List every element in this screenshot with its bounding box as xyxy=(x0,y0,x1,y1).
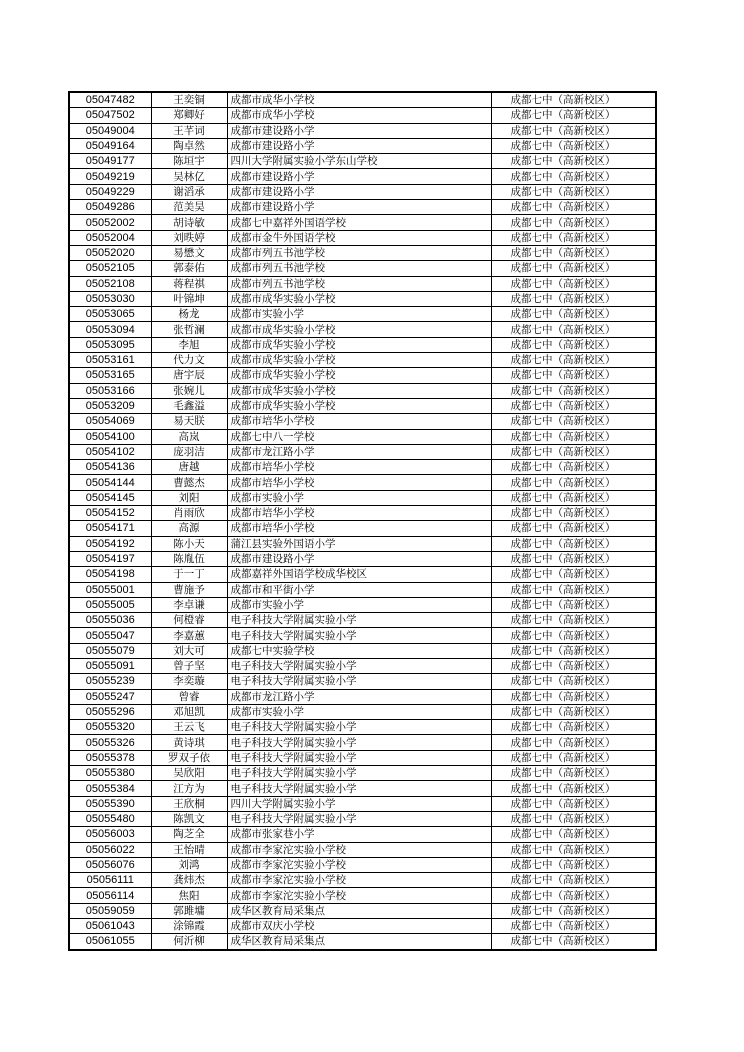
table-row xyxy=(69,720,656,735)
table-row xyxy=(69,658,656,673)
primary-school-cell: 成都市成华小学校 xyxy=(227,92,491,108)
student-id-cell: 05054152 xyxy=(69,506,151,521)
table-row xyxy=(69,827,656,842)
primary-school-cell: 成都市列五书池学校 xyxy=(227,261,491,276)
table-row xyxy=(69,643,656,658)
table-row xyxy=(69,184,656,199)
admitted-school-cell: 成都七中（高新校区） xyxy=(491,689,656,704)
table-row xyxy=(69,337,656,352)
table-row xyxy=(69,429,656,444)
primary-school-cell: 成都市建设路小学 xyxy=(227,184,491,199)
table-row xyxy=(69,796,656,811)
student-name-cell: 张婉儿 xyxy=(151,383,227,398)
student-name-cell: 王云飞 xyxy=(151,720,227,735)
primary-school-cell: 电子科技大学附属实验小学 xyxy=(227,658,491,673)
student-name-cell: 曾睿 xyxy=(151,689,227,704)
student-id-cell: 05055380 xyxy=(69,766,151,781)
primary-school-cell: 成都市列五书池学校 xyxy=(227,245,491,260)
primary-school-cell: 成都市成华实验小学校 xyxy=(227,337,491,352)
student-name-cell: 刘昳婷 xyxy=(151,230,227,245)
admitted-school-cell: 成都七中（高新校区） xyxy=(491,261,656,276)
student-name-cell: 陈垣宇 xyxy=(151,154,227,169)
student-id-cell: 05054192 xyxy=(69,536,151,551)
primary-school-cell: 成都市培华小学校 xyxy=(227,506,491,521)
primary-school-cell: 四川大学附属实验小学 xyxy=(227,796,491,811)
student-id-cell: 05053065 xyxy=(69,307,151,322)
admitted-school-cell: 成都七中（高新校区） xyxy=(491,613,656,628)
student-id-cell: 05052004 xyxy=(69,230,151,245)
admitted-school-cell: 成都七中（高新校区） xyxy=(491,567,656,582)
table-row xyxy=(69,475,656,490)
table-row xyxy=(69,92,656,108)
student-id-cell: 05055320 xyxy=(69,720,151,735)
primary-school-cell: 成华区教育局采集点 xyxy=(227,934,491,950)
student-name-cell: 曾子坚 xyxy=(151,658,227,673)
table-row xyxy=(69,674,656,689)
table-row xyxy=(69,138,656,153)
student-id-cell: 05049164 xyxy=(69,138,151,153)
primary-school-cell: 电子科技大学附属实验小学 xyxy=(227,628,491,643)
student-name-cell: 刘鸿 xyxy=(151,857,227,872)
table-row xyxy=(69,245,656,260)
table-row xyxy=(69,873,656,888)
student-id-cell: 05055384 xyxy=(69,781,151,796)
student-name-cell: 庞羽洁 xyxy=(151,444,227,459)
primary-school-cell: 成华区教育局采集点 xyxy=(227,903,491,918)
admitted-school-cell: 成都七中（高新校区） xyxy=(491,291,656,306)
student-id-cell: 05055480 xyxy=(69,811,151,826)
primary-school-cell: 成都市培华小学校 xyxy=(227,460,491,475)
admitted-school-cell: 成都七中（高新校区） xyxy=(491,766,656,781)
student-name-cell: 何沂柳 xyxy=(151,934,227,950)
table-row xyxy=(69,857,656,872)
admitted-school-cell: 成都七中（高新校区） xyxy=(491,184,656,199)
primary-school-cell: 成都市建设路小学 xyxy=(227,551,491,566)
student-name-cell: 王奕铜 xyxy=(151,92,227,108)
primary-school-cell: 成都七中实验学校 xyxy=(227,643,491,658)
admitted-school-cell: 成都七中（高新校区） xyxy=(491,138,656,153)
primary-school-cell: 电子科技大学附属实验小学 xyxy=(227,781,491,796)
table-row xyxy=(69,582,656,597)
student-id-cell: 05047482 xyxy=(69,92,151,108)
table-row xyxy=(69,444,656,459)
student-id-cell: 05055296 xyxy=(69,704,151,719)
student-name-cell: 代力文 xyxy=(151,353,227,368)
primary-school-cell: 电子科技大学附属实验小学 xyxy=(227,613,491,628)
primary-school-cell: 电子科技大学附属实验小学 xyxy=(227,674,491,689)
student-id-cell: 05061043 xyxy=(69,919,151,934)
student-id-cell: 05049229 xyxy=(69,184,151,199)
student-id-cell: 05056111 xyxy=(69,873,151,888)
student-name-cell: 肖雨欣 xyxy=(151,506,227,521)
table-row xyxy=(69,567,656,582)
admitted-school-cell: 成都七中（高新校区） xyxy=(491,383,656,398)
table-row xyxy=(69,108,656,123)
table-row xyxy=(69,888,656,903)
student-name-cell: 江方为 xyxy=(151,781,227,796)
primary-school-cell: 成都市成华实验小学校 xyxy=(227,322,491,337)
student-name-cell: 高源 xyxy=(151,521,227,536)
student-id-cell: 05053209 xyxy=(69,398,151,413)
table-row xyxy=(69,169,656,184)
admitted-school-cell: 成都七中（高新校区） xyxy=(491,368,656,383)
admitted-school-cell: 成都七中（高新校区） xyxy=(491,796,656,811)
primary-school-cell: 成都市实验小学 xyxy=(227,307,491,322)
student-name-cell: 于一丁 xyxy=(151,567,227,582)
primary-school-cell: 成都嘉祥外国语学校成华校区 xyxy=(227,567,491,582)
primary-school-cell: 成都市龙江路小学 xyxy=(227,689,491,704)
table-row xyxy=(69,750,656,765)
admitted-school-cell: 成都七中（高新校区） xyxy=(491,888,656,903)
student-id-cell: 05054198 xyxy=(69,567,151,582)
primary-school-cell: 成都七中嘉祥外国语学校 xyxy=(227,215,491,230)
admitted-school-cell: 成都七中（高新校区） xyxy=(491,460,656,475)
primary-school-cell: 成都市培华小学校 xyxy=(227,475,491,490)
table-row xyxy=(69,842,656,857)
table-row xyxy=(69,154,656,169)
table-row xyxy=(69,551,656,566)
student-id-cell: 05053030 xyxy=(69,291,151,306)
table-row xyxy=(69,934,656,950)
primary-school-cell: 电子科技大学附属实验小学 xyxy=(227,720,491,735)
admitted-school-cell: 成都七中（高新校区） xyxy=(491,551,656,566)
primary-school-cell: 成都市成华实验小学校 xyxy=(227,398,491,413)
primary-school-cell: 电子科技大学附属实验小学 xyxy=(227,735,491,750)
admitted-school-cell: 成都七中（高新校区） xyxy=(491,628,656,643)
admitted-school-cell: 成都七中（高新校区） xyxy=(491,398,656,413)
primary-school-cell: 成都市李家沱实验小学校 xyxy=(227,888,491,903)
student-id-cell: 05054144 xyxy=(69,475,151,490)
table-row xyxy=(69,811,656,826)
student-name-cell: 郑卿好 xyxy=(151,108,227,123)
primary-school-cell: 电子科技大学附属实验小学 xyxy=(227,766,491,781)
admission-table-container xyxy=(68,91,655,951)
primary-school-cell: 成都市龙江路小学 xyxy=(227,444,491,459)
student-name-cell: 易天朕 xyxy=(151,414,227,429)
primary-school-cell: 成都市成华实验小学校 xyxy=(227,353,491,368)
table-row xyxy=(69,123,656,138)
primary-school-cell: 成都市金牛外国语学校 xyxy=(227,230,491,245)
primary-school-cell: 成都市和平街小学 xyxy=(227,582,491,597)
admitted-school-cell: 成都七中（高新校区） xyxy=(491,597,656,612)
primary-school-cell: 四川大学附属实验小学东山学校 xyxy=(227,154,491,169)
student-name-cell: 郭泰佑 xyxy=(151,261,227,276)
student-id-cell: 05047502 xyxy=(69,108,151,123)
table-row xyxy=(69,215,656,230)
admitted-school-cell: 成都七中（高新校区） xyxy=(491,123,656,138)
student-name-cell: 王怡晴 xyxy=(151,842,227,857)
table-row xyxy=(69,200,656,215)
primary-school-cell: 成都市实验小学 xyxy=(227,490,491,505)
student-id-cell: 05049004 xyxy=(69,123,151,138)
student-id-cell: 05049177 xyxy=(69,154,151,169)
student-name-cell: 曹懿杰 xyxy=(151,475,227,490)
student-name-cell: 焦阳 xyxy=(151,888,227,903)
student-name-cell: 蒋程祺 xyxy=(151,276,227,291)
admitted-school-cell: 成都七中（高新校区） xyxy=(491,215,656,230)
primary-school-cell: 成都市建设路小学 xyxy=(227,123,491,138)
primary-school-cell: 成都市实验小学 xyxy=(227,704,491,719)
student-name-cell: 王欣桐 xyxy=(151,796,227,811)
primary-school-cell: 成都市成华小学校 xyxy=(227,108,491,123)
admitted-school-cell: 成都七中（高新校区） xyxy=(491,582,656,597)
table-row xyxy=(69,704,656,719)
table-row xyxy=(69,414,656,429)
admitted-school-cell: 成都七中（高新校区） xyxy=(491,444,656,459)
student-id-cell: 05054171 xyxy=(69,521,151,536)
primary-school-cell: 成都市成华实验小学校 xyxy=(227,291,491,306)
student-name-cell: 李卓谦 xyxy=(151,597,227,612)
admitted-school-cell: 成都七中（高新校区） xyxy=(491,230,656,245)
student-id-cell: 05055326 xyxy=(69,735,151,750)
admitted-school-cell: 成都七中（高新校区） xyxy=(491,827,656,842)
admitted-school-cell: 成都七中（高新校区） xyxy=(491,903,656,918)
student-id-cell: 05049286 xyxy=(69,200,151,215)
admitted-school-cell: 成都七中（高新校区） xyxy=(491,704,656,719)
table-row xyxy=(69,291,656,306)
student-name-cell: 范美昊 xyxy=(151,200,227,215)
student-id-cell: 05053095 xyxy=(69,337,151,352)
student-name-cell: 陶卓然 xyxy=(151,138,227,153)
student-id-cell: 05055005 xyxy=(69,597,151,612)
admitted-school-cell: 成都七中（高新校区） xyxy=(491,873,656,888)
table-row xyxy=(69,383,656,398)
primary-school-cell: 成都市成华实验小学校 xyxy=(227,383,491,398)
primary-school-cell: 成都市李家沱实验小学校 xyxy=(227,857,491,872)
student-id-cell: 05054197 xyxy=(69,551,151,566)
primary-school-cell: 成都七中八一学校 xyxy=(227,429,491,444)
student-name-cell: 黄诗琪 xyxy=(151,735,227,750)
table-row xyxy=(69,398,656,413)
admitted-school-cell: 成都七中（高新校区） xyxy=(491,842,656,857)
table-row xyxy=(69,903,656,918)
student-id-cell: 05052105 xyxy=(69,261,151,276)
table-row xyxy=(69,307,656,322)
primary-school-cell: 成都市成华实验小学校 xyxy=(227,368,491,383)
student-id-cell: 05055001 xyxy=(69,582,151,597)
admitted-school-cell: 成都七中（高新校区） xyxy=(491,857,656,872)
student-name-cell: 唐宇辰 xyxy=(151,368,227,383)
admitted-school-cell: 成都七中（高新校区） xyxy=(491,276,656,291)
student-id-cell: 05053165 xyxy=(69,368,151,383)
student-id-cell: 05056114 xyxy=(69,888,151,903)
admitted-school-cell: 成都七中（高新校区） xyxy=(491,720,656,735)
table-row xyxy=(69,735,656,750)
student-name-cell: 谢滔承 xyxy=(151,184,227,199)
student-id-cell: 05054069 xyxy=(69,414,151,429)
student-name-cell: 杨龙 xyxy=(151,307,227,322)
admitted-school-cell: 成都七中（高新校区） xyxy=(491,475,656,490)
student-id-cell: 05056003 xyxy=(69,827,151,842)
student-name-cell: 王芊词 xyxy=(151,123,227,138)
student-id-cell: 05052020 xyxy=(69,245,151,260)
admitted-school-cell: 成都七中（高新校区） xyxy=(491,781,656,796)
primary-school-cell: 成都市列五书池学校 xyxy=(227,276,491,291)
student-id-cell: 05052002 xyxy=(69,215,151,230)
student-id-cell: 05053094 xyxy=(69,322,151,337)
student-id-cell: 05059059 xyxy=(69,903,151,918)
student-id-cell: 05056022 xyxy=(69,842,151,857)
student-name-cell: 曹施予 xyxy=(151,582,227,597)
student-name-cell: 刘阳 xyxy=(151,490,227,505)
admitted-school-cell: 成都七中（高新校区） xyxy=(491,521,656,536)
primary-school-cell: 成都市李家沱实验小学校 xyxy=(227,873,491,888)
admitted-school-cell: 成都七中（高新校区） xyxy=(491,490,656,505)
primary-school-cell: 成都市李家沱实验小学校 xyxy=(227,842,491,857)
admitted-school-cell: 成都七中（高新校区） xyxy=(491,353,656,368)
student-name-cell: 毛鑫溢 xyxy=(151,398,227,413)
admitted-school-cell: 成都七中（高新校区） xyxy=(491,108,656,123)
student-id-cell: 05052108 xyxy=(69,276,151,291)
student-name-cell: 胡诗敏 xyxy=(151,215,227,230)
student-id-cell: 05053166 xyxy=(69,383,151,398)
admitted-school-cell: 成都七中（高新校区） xyxy=(491,934,656,950)
table-row xyxy=(69,230,656,245)
student-id-cell: 05055239 xyxy=(69,674,151,689)
student-id-cell: 05055390 xyxy=(69,796,151,811)
admitted-school-cell: 成都七中（高新校区） xyxy=(491,307,656,322)
admitted-school-cell: 成都七中（高新校区） xyxy=(491,674,656,689)
student-name-cell: 陈凯文 xyxy=(151,811,227,826)
student-name-cell: 陈胤伍 xyxy=(151,551,227,566)
admitted-school-cell: 成都七中（高新校区） xyxy=(491,429,656,444)
table-body xyxy=(69,92,656,950)
admitted-school-cell: 成都七中（高新校区） xyxy=(491,322,656,337)
student-id-cell: 05056076 xyxy=(69,857,151,872)
primary-school-cell: 成都市实验小学 xyxy=(227,597,491,612)
table-row xyxy=(69,613,656,628)
student-name-cell: 罗双子依 xyxy=(151,750,227,765)
student-id-cell: 05055378 xyxy=(69,750,151,765)
admitted-school-cell: 成都七中（高新校区） xyxy=(491,92,656,108)
table-row xyxy=(69,506,656,521)
admitted-school-cell: 成都七中（高新校区） xyxy=(491,245,656,260)
student-id-cell: 05055247 xyxy=(69,689,151,704)
primary-school-cell: 成都市培华小学校 xyxy=(227,414,491,429)
primary-school-cell: 成都市双庆小学校 xyxy=(227,919,491,934)
table-row xyxy=(69,276,656,291)
student-name-cell: 何橙睿 xyxy=(151,613,227,628)
table-row xyxy=(69,628,656,643)
student-name-cell: 唐越 xyxy=(151,460,227,475)
admitted-school-cell: 成都七中（高新校区） xyxy=(491,337,656,352)
student-id-cell: 05055091 xyxy=(69,658,151,673)
student-id-cell: 05055079 xyxy=(69,643,151,658)
table-row xyxy=(69,781,656,796)
student-name-cell: 叶锦坤 xyxy=(151,291,227,306)
student-id-cell: 05055047 xyxy=(69,628,151,643)
student-name-cell: 龚炜杰 xyxy=(151,873,227,888)
admitted-school-cell: 成都七中（高新校区） xyxy=(491,658,656,673)
student-name-cell: 李旭 xyxy=(151,337,227,352)
table-row xyxy=(69,490,656,505)
admitted-school-cell: 成都七中（高新校区） xyxy=(491,750,656,765)
student-id-cell: 05061055 xyxy=(69,934,151,950)
primary-school-cell: 电子科技大学附属实验小学 xyxy=(227,750,491,765)
admitted-school-cell: 成都七中（高新校区） xyxy=(491,811,656,826)
student-id-cell: 05055036 xyxy=(69,613,151,628)
admitted-school-cell: 成都七中（高新校区） xyxy=(491,536,656,551)
student-name-cell: 邓旭凯 xyxy=(151,704,227,719)
student-id-cell: 05054145 xyxy=(69,490,151,505)
admitted-school-cell: 成都七中（高新校区） xyxy=(491,200,656,215)
table-row xyxy=(69,919,656,934)
table-row xyxy=(69,597,656,612)
table-row xyxy=(69,322,656,337)
primary-school-cell: 成都市培华小学校 xyxy=(227,521,491,536)
table-row xyxy=(69,353,656,368)
admitted-school-cell: 成都七中（高新校区） xyxy=(491,643,656,658)
student-id-cell: 05054136 xyxy=(69,460,151,475)
student-id-cell: 05054100 xyxy=(69,429,151,444)
table-row xyxy=(69,766,656,781)
student-name-cell: 吴林亿 xyxy=(151,169,227,184)
student-name-cell: 涂锦霞 xyxy=(151,919,227,934)
admitted-school-cell: 成都七中（高新校区） xyxy=(491,735,656,750)
student-name-cell: 张哲澜 xyxy=(151,322,227,337)
table-row xyxy=(69,368,656,383)
student-name-cell: 李嘉蕙 xyxy=(151,628,227,643)
primary-school-cell: 蒲江县实验外国语小学 xyxy=(227,536,491,551)
admitted-school-cell: 成都七中（高新校区） xyxy=(491,506,656,521)
admitted-school-cell: 成都七中（高新校区） xyxy=(491,919,656,934)
primary-school-cell: 电子科技大学附属实验小学 xyxy=(227,811,491,826)
student-name-cell: 陈小天 xyxy=(151,536,227,551)
student-name-cell: 高岚 xyxy=(151,429,227,444)
student-name-cell: 刘大可 xyxy=(151,643,227,658)
student-name-cell: 郭雎墉 xyxy=(151,903,227,918)
primary-school-cell: 成都市建设路小学 xyxy=(227,138,491,153)
primary-school-cell: 成都市张家巷小学 xyxy=(227,827,491,842)
table-row xyxy=(69,521,656,536)
student-name-cell: 易懋文 xyxy=(151,245,227,260)
admitted-school-cell: 成都七中（高新校区） xyxy=(491,414,656,429)
student-name-cell: 陶芝全 xyxy=(151,827,227,842)
admission-table xyxy=(68,91,657,951)
student-id-cell: 05054102 xyxy=(69,444,151,459)
primary-school-cell: 成都市建设路小学 xyxy=(227,200,491,215)
admitted-school-cell: 成都七中（高新校区） xyxy=(491,169,656,184)
table-row xyxy=(69,460,656,475)
table-row xyxy=(69,261,656,276)
student-name-cell: 吴欣阳 xyxy=(151,766,227,781)
primary-school-cell: 成都市建设路小学 xyxy=(227,169,491,184)
table-row xyxy=(69,689,656,704)
student-id-cell: 05053161 xyxy=(69,353,151,368)
admitted-school-cell: 成都七中（高新校区） xyxy=(491,154,656,169)
student-id-cell: 05049219 xyxy=(69,169,151,184)
table-row xyxy=(69,536,656,551)
student-name-cell: 李奕璇 xyxy=(151,674,227,689)
